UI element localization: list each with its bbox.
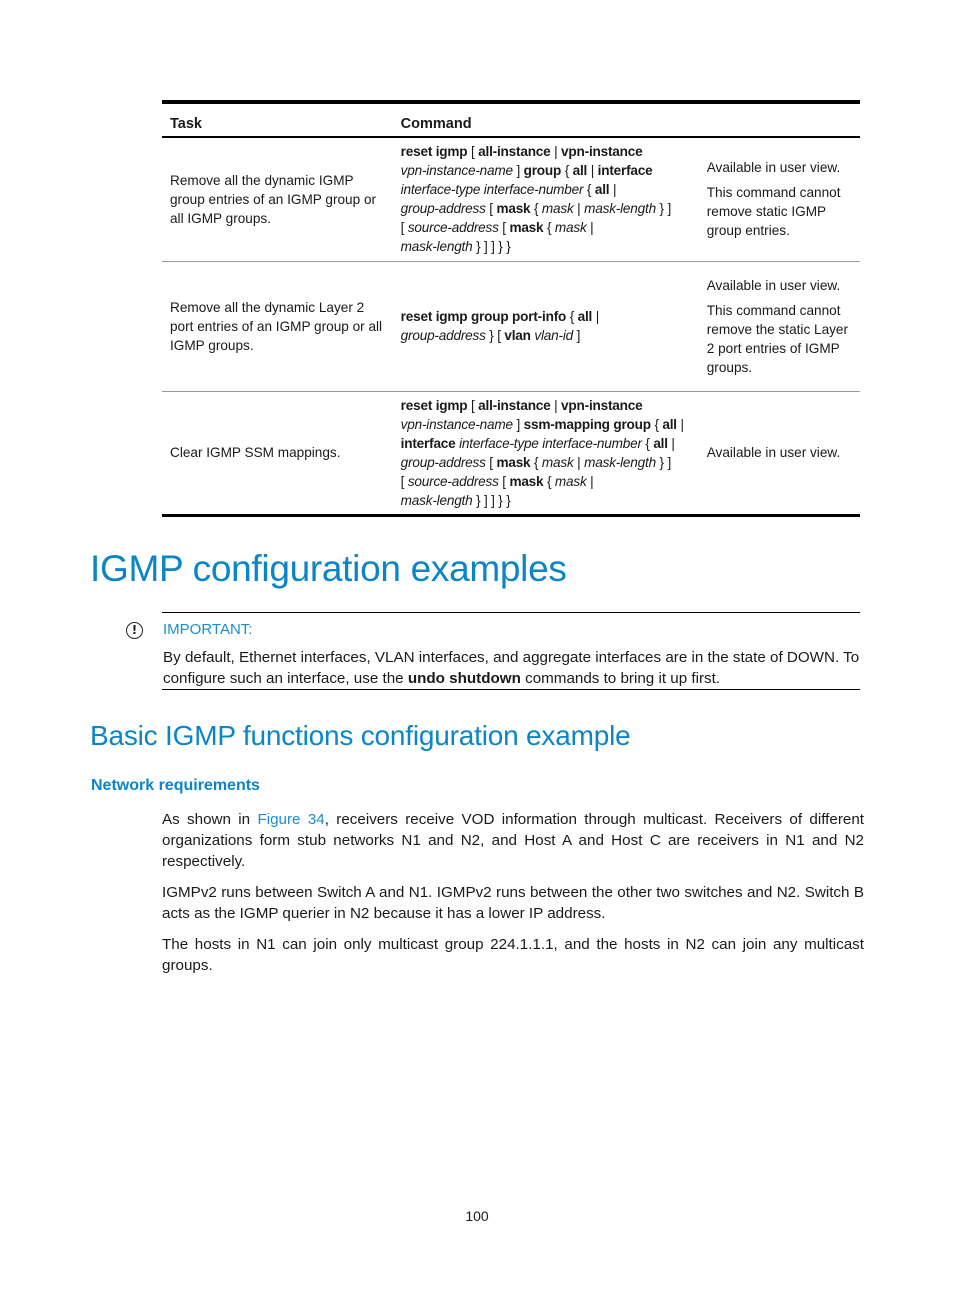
important-top-rule (162, 612, 860, 613)
subheading: Network requirements (91, 777, 260, 794)
table-row (162, 261, 860, 391)
page-number: 100 (465, 1208, 489, 1224)
important-label: IMPORTANT: (163, 621, 253, 638)
important-text: By default, Ethernet interfaces, VLAN interfaces, and aggregate interfaces are in the state of DOWN. To configure such an interface, use the undo shutdown commands to bring it up first. (163, 649, 860, 687)
figure-link[interactable]: Figure 34 (257, 811, 325, 828)
task-cell: Remove all the dynamic Layer 2 port entries of an IGMP group or all IGMP groups. (162, 261, 393, 391)
header-task: Task (162, 102, 393, 137)
description-line: Available in user view. (706, 160, 841, 176)
description-line: Available in user view. (706, 277, 841, 293)
important-bottom-rule (162, 689, 860, 690)
section-title: IGMP configuration examples (90, 548, 567, 589)
command-table (162, 100, 860, 517)
description-line: This command cannot remove static IGMP group entries. (706, 185, 841, 239)
paragraph: The hosts in N1 can join only multicast group 224.1.1.1, and the hosts in N2 can join any multicast groups. (162, 936, 864, 974)
description-line: Available in user view. (706, 445, 841, 460)
description-cell (699, 261, 860, 391)
description-cell (699, 137, 860, 261)
command-cell: reset igmp [ all-instance | vpn-instance vpn-instance-name ] ssm-mapping group { all | interface interface-type interface-number { all | group-address [ mask { mask | mask-length } ] [ source-address [ mask { mask | mask-length } ] ] } } (393, 391, 699, 515)
description-cell (699, 391, 860, 515)
table-row (162, 391, 860, 515)
important-icon: ! (126, 622, 143, 639)
header-command: Command (393, 102, 699, 137)
description-line: This command cannot remove the static Layer 2 port entries of IGMP groups. (706, 302, 849, 375)
paragraph: As shown in Figure 34, receivers receive VOD information through multicast. Receivers of different organizations form stub networks N1 and N2, and Host A and Host C are receivers in N1 and N2 respectively. (162, 811, 864, 870)
task-cell: Remove all the dynamic IGMP group entries of an IGMP group or all IGMP groups. (162, 137, 393, 261)
task-cell: Clear IGMP SSM mappings. (162, 391, 393, 515)
header-description (699, 102, 860, 137)
table-header-row (162, 102, 860, 137)
paragraph: IGMPv2 runs between Switch A and N1. IGMPv2 runs between the other two switches and N2. Switch B acts as the IGMP querier in N2 because it has a lower IP address. (162, 884, 864, 922)
command-cell: reset igmp group port-info { all | group-address } [ vlan vlan-id ] (393, 261, 699, 391)
subsection-title: Basic IGMP functions configuration example (90, 720, 631, 751)
table-row (162, 137, 860, 261)
command-cell: reset igmp [ all-instance | vpn-instance vpn-instance-name ] group { all | interface interface-type interface-number { all | group-address [ mask { mask | mask-length } ] [ source-address [ mask { mask | mask-length } ] ] } } (393, 137, 699, 261)
